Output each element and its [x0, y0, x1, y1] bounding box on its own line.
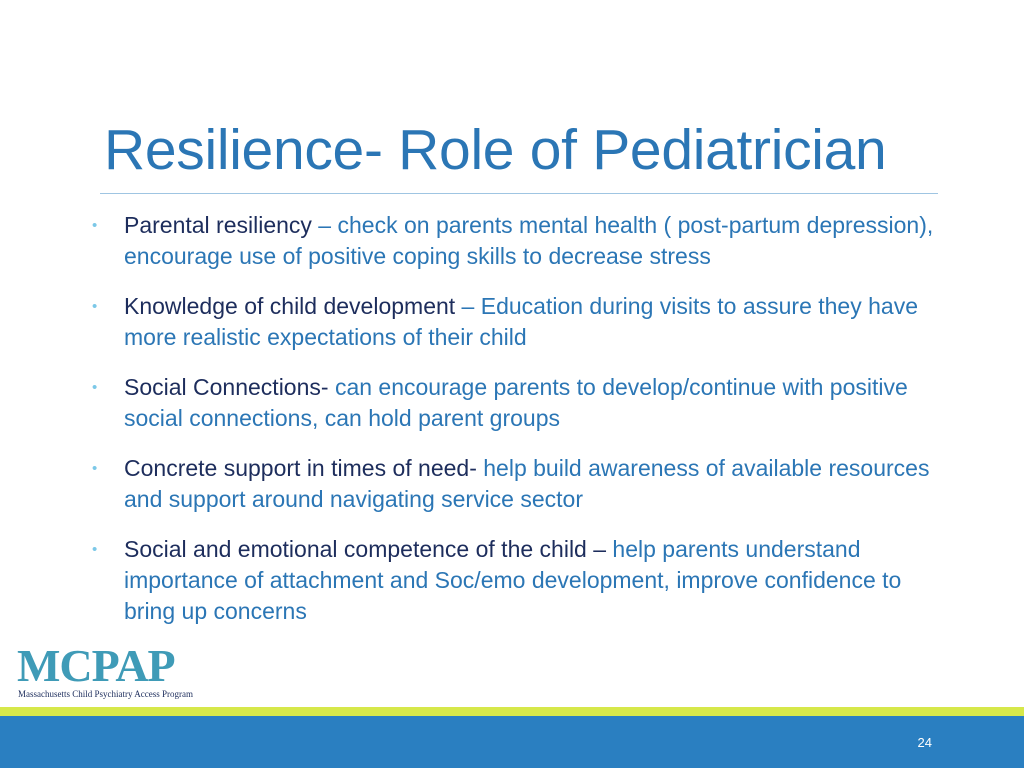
- bullet-icon: •: [92, 541, 98, 558]
- bullet-icon: •: [92, 298, 98, 315]
- bullet-item-emotional-competence: [92, 534, 942, 627]
- title-divider: [100, 193, 938, 194]
- page-number: 24: [917, 735, 932, 750]
- bullet-item-child-development: [92, 291, 942, 353]
- bullet-lead: Knowledge of child development: [124, 293, 456, 319]
- bullet-lead: Social Connections-: [124, 374, 329, 400]
- bullet-body: – check on parents mental health ( post-partum depression), encourage use of positive coping skills to decrease stress: [124, 212, 934, 269]
- bullet-list: [92, 210, 942, 646]
- bullet-body: can encourage parents to develop/continue with positive social connections, can hold parent groups: [124, 374, 908, 431]
- bullet-item-parental-resiliency: [92, 210, 942, 272]
- bullet-item-concrete-support: [92, 453, 942, 515]
- logo-wordmark: MCPAP: [17, 640, 175, 691]
- bullet-body: – Education during visits to assure they have more realistic expectations of their child: [124, 293, 918, 350]
- accent-bar: [0, 707, 1024, 716]
- bullet-icon: •: [92, 379, 98, 396]
- bullet-lead: Concrete support in times of need-: [124, 455, 477, 481]
- bullet-lead: Parental resiliency: [124, 212, 312, 238]
- slide-title: Resilience- Role of Pediatrician: [104, 118, 887, 182]
- bullet-icon: •: [92, 217, 98, 234]
- mcpap-logo: [17, 640, 199, 701]
- bullet-lead: Social and emotional competence of the child –: [124, 536, 607, 562]
- logo-subtitle: Massachusetts Child Psychiatry Access Program: [18, 689, 193, 699]
- bullet-icon: •: [92, 460, 98, 477]
- bullet-item-social-connections: [92, 372, 942, 434]
- bullet-body: help build awareness of available resources and support around navigating service sector: [124, 455, 930, 512]
- bullet-body: help parents understand importance of attachment and Soc/emo development, improve confidence to bring up concerns: [124, 536, 902, 624]
- footer-band: [0, 716, 1024, 768]
